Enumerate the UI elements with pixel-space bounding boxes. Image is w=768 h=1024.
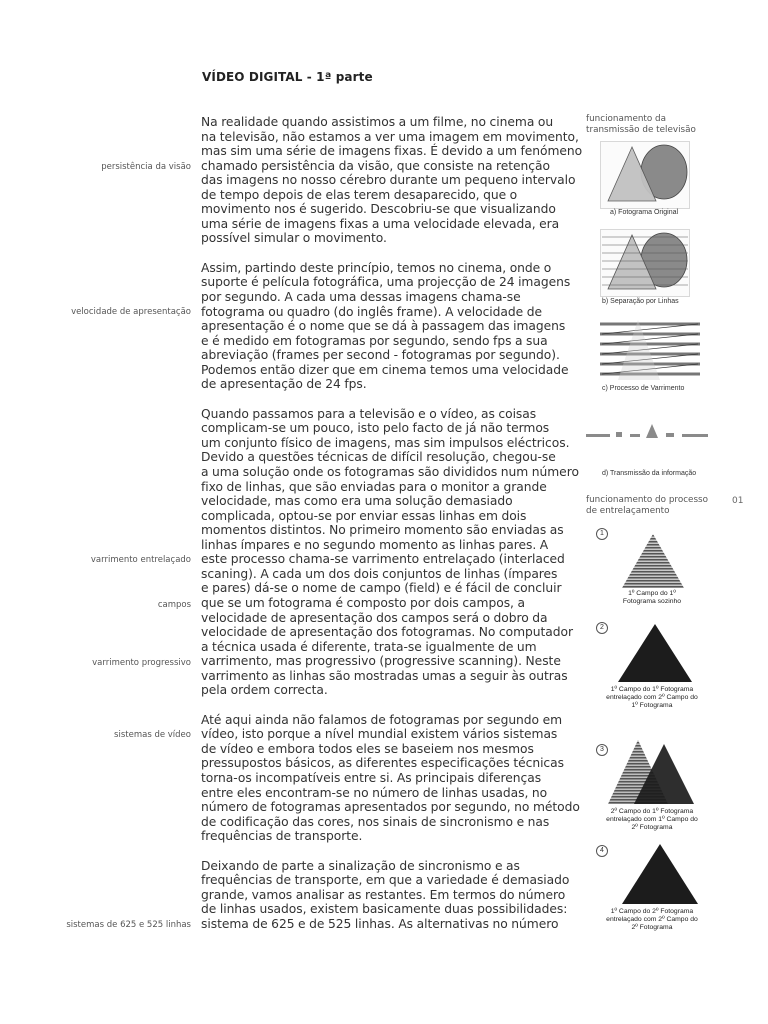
figure-heading-line: funcionamento do processo [586, 495, 709, 505]
text-line: possível simular o movimento. [201, 231, 387, 246]
text-line: mas sim uma série de imagens fixas. É devido a um fenómeno [201, 144, 583, 159]
text-line: abreviação (frames per second - fotogramas por segundo). [201, 348, 560, 363]
text-line: sistema de 625 e de 525 linhas. As alternativas no número [201, 916, 559, 931]
paragraph-5 [201, 859, 571, 932]
caption-line: 1º Campo do 1º [628, 590, 676, 597]
caption-line: 1º Campo do 1º Fotograma [610, 686, 694, 693]
text-line: velocidade, mas como era uma solução demasiado [201, 494, 513, 509]
figure-field-3 [606, 736, 702, 806]
transmission-signal [586, 424, 708, 438]
text-line: apresentação é o nome que se dá à passagem das imagens [201, 319, 566, 334]
text-line: suporte é película fotográfica, uma projecção de 24 imagens [201, 275, 571, 290]
paragraph-4 [201, 712, 580, 844]
text-line: de apresentação de 24 fps. [201, 377, 367, 392]
caption-original: a) Fotograma Original [610, 209, 679, 216]
text-line: scaning). A cada um dos dois conjuntos de linhas (ímpares [201, 566, 558, 581]
caption-step-3 [598, 808, 706, 832]
text-line: e é medido em fotogramas por segundo, sendo fps a sua [201, 333, 548, 348]
text-line: grande, vamos analisar as restantes. Em termos do número [201, 887, 566, 902]
margin-note-campos: campos [157, 600, 191, 610]
text-line: pressupostos básicos, as diferentes especificações técnicas [201, 756, 564, 771]
text-line: por segundo. A cada uma dessas imagens chama-se [201, 290, 521, 305]
dark-triangle [622, 844, 698, 904]
caption-scanning: c) Processo de Varrimento [602, 385, 685, 392]
margin-note-persistencia: persistência da visão [101, 162, 191, 172]
paragraph-3 [201, 406, 579, 698]
text-line: varrimento, mas progressivo (progressive scanning). Neste [201, 654, 561, 669]
step-number: 3 [596, 744, 608, 756]
margin-note-velocidade: velocidade de apresentação [71, 307, 191, 317]
caption-step-4 [600, 908, 704, 932]
text-line: fotograma ou quadro (do inglês frame). A velocidade de [201, 304, 543, 319]
text-line: complicam-se um pouco, isto pelo facto de já não termos [201, 421, 550, 436]
text-line: Na realidade quando assistimos a um filme, no cinema ou [201, 115, 554, 129]
caption-line: 2º Fotograma [631, 924, 673, 931]
text-line: de linhas usados, existem basicamente duas possibilidades: [201, 902, 568, 917]
text-line: número de fotogramas apresentados por segundo, no método [201, 800, 580, 815]
figure-heading-line: funcionamento da [586, 114, 667, 124]
striped-triangle [622, 534, 684, 588]
text-line: velocidade de apresentação dos fotogramas. No computador [201, 625, 574, 640]
text-line: a técnica usada é diferente, trata-se igualmente de um [201, 639, 537, 654]
body-text [201, 115, 583, 946]
text-line: chamado persistência da visão, que consiste na retenção [201, 158, 550, 173]
text-line: velocidade de apresentação dos campos será o dobro da [201, 610, 548, 625]
text-line: Podemos então dizer que em cinema temos uma velocidade [201, 362, 569, 377]
caption-line: entrelaçado com 2º Campo do [606, 694, 698, 701]
text-line: Quando passamos para a televisão e o vídeo, as coisas [201, 406, 537, 421]
caption-line: 1º Fotograma [631, 702, 673, 709]
margin-note-sistemas-video: sistemas de vídeo [114, 730, 191, 740]
figure-heading-line: transmissão de televisão [586, 125, 696, 135]
text-line: na televisão, não estamos a ver uma imagem em movimento, [201, 129, 579, 144]
paragraph-2 [201, 261, 571, 392]
text-line: uma série de imagens fixas a uma velocidade elevada, era [201, 216, 560, 231]
figure-heading-transmissao [586, 114, 696, 136]
figure-line-separation [600, 229, 690, 297]
figure-scanning [600, 316, 700, 384]
figure-heading-line: de entrelaçamento [586, 506, 670, 516]
text-line: de vídeo e embora todos eles se baseiem nos mesmos [201, 741, 534, 756]
page-title: VÍDEO DIGITAL - 1ª parte [202, 70, 373, 84]
caption-line: 2º Campo do 1º Fotograma [610, 808, 694, 815]
step-number: 4 [596, 845, 608, 857]
text-line: um conjunto físico de imagens, mas sim impulsos eléctricos. [201, 435, 570, 450]
caption-lines: b) Separação por Linhas [602, 298, 679, 305]
caption-line: entrelaçado com 1º Campo do [606, 816, 698, 823]
text-line: de codificação das cores, nos sinais de sincronismo e nas [201, 814, 550, 829]
text-line: momentos distintos. No primeiro momento são enviadas as [201, 523, 564, 538]
margin-note-varrimento-entrelacado: varrimento entrelaçado [90, 555, 191, 565]
text-line: frequências de transporte, em que a variedade é demasiado [201, 873, 570, 888]
text-line: Assim, partindo deste princípio, temos no cinema, onde o [201, 260, 552, 275]
paragraph-1 [201, 115, 583, 246]
text-line: Deixando de parte a sinalização de sincronismo e as [201, 858, 520, 873]
text-line: fixo de linhas, que são enviadas para o monitor a grande [201, 479, 547, 494]
figure-field-2 [612, 622, 698, 684]
triangle-shape [618, 320, 660, 380]
margin-note-sistemas-625-525: sistemas de 625 e 525 linhas [66, 920, 191, 930]
figure-field-1 [618, 532, 688, 590]
caption-line: 1º Campo do 2º Fotograma [610, 908, 694, 915]
text-line: linhas ímpares e no segundo momento as linhas pares. A [201, 537, 549, 552]
text-line: Até aqui ainda não falamos de fotogramas por segundo em [201, 712, 563, 727]
dark-triangle [618, 624, 692, 682]
caption-step-2 [600, 686, 704, 710]
caption-transmission: d) Transmissão da informação [602, 470, 697, 477]
step-number: 1 [596, 528, 608, 540]
step-number: 2 [596, 622, 608, 634]
text-line: de tempo depois de elas terem desaparecido, que o [201, 187, 518, 202]
caption-line: entrelaçado com 2º Campo do [606, 916, 698, 923]
text-line: torna-os incompatíveis entre si. As principais diferenças [201, 770, 542, 785]
text-line: que se um fotograma é composto por dois campos, a [201, 595, 525, 610]
figure-transmission [586, 404, 710, 468]
caption-line: 2º Fotograma [631, 824, 673, 831]
text-line: vídeo, isto porque a nível mundial existem vários sistemas [201, 727, 558, 742]
caption-line: Fotograma sozinho [622, 598, 682, 605]
text-line: das imagens no nosso cérebro durante um pequeno intervalo [201, 173, 576, 188]
text-line: varrimento as linhas são mostradas umas a seguir às outras [201, 668, 568, 683]
text-line: frequências de transporte. [201, 829, 363, 844]
text-line: entre eles encontram-se no número de linhas usadas, no [201, 785, 548, 800]
text-line: Devido a questões técnicas de difícil resolução, chegou-se [201, 450, 556, 465]
text-line: e pares) dá-se o nome de campo (field) e é fácil de concluir [201, 581, 562, 596]
text-line: a uma solução onde os fotogramas são divididos num número [201, 465, 579, 480]
text-line: pela ordem correcta. [201, 683, 328, 698]
margin-note-varrimento-progressivo: varrimento progressivo [92, 658, 191, 668]
text-line: movimento nos é sugerido. Descobriu-se que visualizando [201, 202, 556, 217]
text-line: este processo chama-se varrimento entrelaçado (interlaced [201, 552, 565, 567]
figure-field-4 [614, 842, 698, 906]
figure-original-frame [600, 141, 690, 209]
figure-heading-entrelacamento [586, 495, 708, 517]
page-number: 01 [732, 496, 744, 506]
text-line: complicada, optou-se por enviar essas linhas em dois [201, 508, 527, 523]
caption-step-1 [608, 590, 696, 606]
